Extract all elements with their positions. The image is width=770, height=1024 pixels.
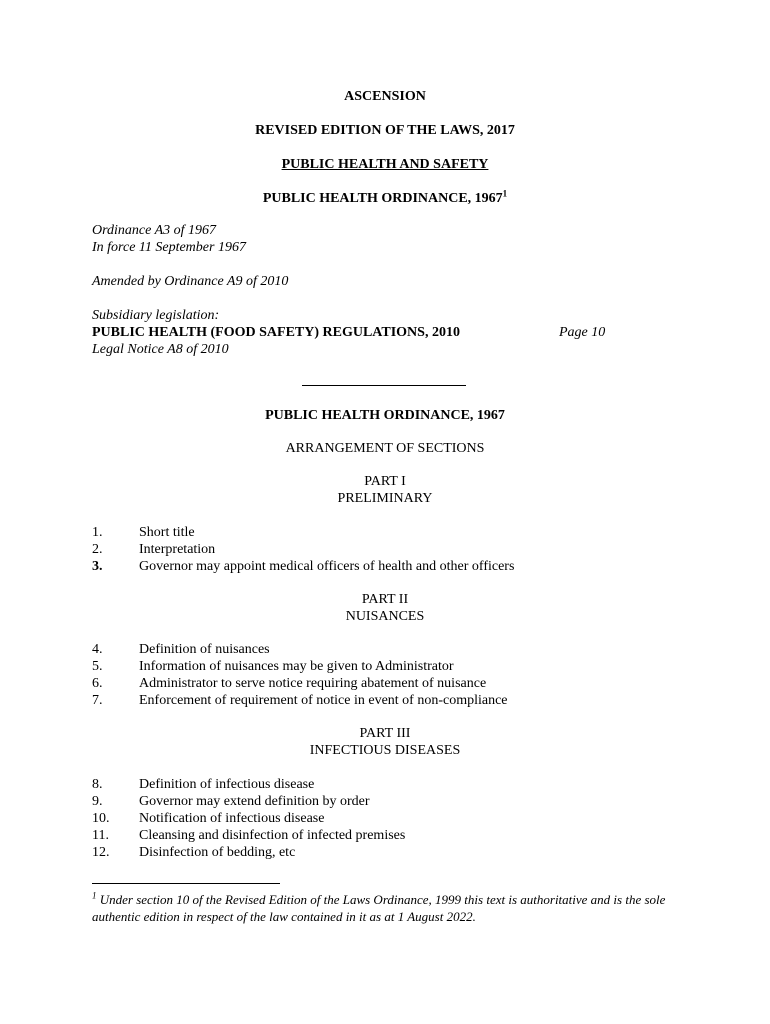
section-number: 1. — [92, 525, 103, 540]
subsidiary-label: Subsidiary legislation: — [92, 308, 220, 323]
section-title: Enforcement of requirement of notice in event of non-compliance — [139, 693, 508, 708]
section-title: Cleansing and disinfection of infected premises — [139, 828, 406, 843]
part-name: INFECTIOUS DISEASES — [309, 743, 461, 758]
footnote-text: Under section 10 of the Revised Edition of the Laws Ordinance, 1999 this text is authoritative and is the sole authentic edition in respect of the law contained in it as at 1 August 2022. — [92, 892, 666, 924]
section-number: 7. — [92, 693, 103, 708]
footnote-ref[interactable]: 1 — [502, 188, 508, 199]
section-row[interactable] — [92, 559, 692, 576]
section-number: 9. — [92, 794, 103, 809]
jurisdiction-heading: ASCENSION — [344, 89, 426, 104]
section-title: Governor may extend definition by order — [139, 794, 370, 809]
body-title: PUBLIC HEALTH ORDINANCE, 1967 — [265, 408, 505, 423]
footnote — [92, 891, 692, 925]
part-label: PART III — [359, 726, 411, 741]
part-label: PART II — [361, 592, 409, 607]
arrangement-heading: ARRANGEMENT OF SECTIONS — [285, 441, 485, 456]
section-row[interactable] — [92, 542, 692, 559]
section-row[interactable] — [92, 693, 692, 710]
part-label: PART I — [364, 474, 406, 489]
section-title: Definition of infectious disease — [139, 777, 315, 792]
edition-heading: REVISED EDITION OF THE LAWS, 2017 — [255, 123, 515, 138]
section-number: 11. — [92, 828, 109, 843]
section-row[interactable] — [92, 676, 692, 693]
section-number: 4. — [92, 642, 103, 657]
section-title: Definition of nuisances — [139, 642, 270, 657]
section-row[interactable] — [92, 525, 692, 542]
section-title: Short title — [139, 525, 195, 540]
section-row[interactable] — [92, 659, 692, 676]
section-title: Administrator to serve notice requiring abatement of nuisance — [139, 676, 487, 691]
section-row[interactable] — [92, 777, 692, 794]
section-divider — [302, 385, 466, 386]
section-number: 8. — [92, 777, 103, 792]
section-number: 6. — [92, 676, 103, 691]
footnote-marker: 1 — [92, 890, 97, 901]
subject-heading: PUBLIC HEALTH AND SAFETY — [281, 157, 489, 172]
amended-by: Amended by Ordinance A9 of 2010 — [92, 274, 289, 289]
section-number: 12. — [92, 845, 110, 860]
ordinance-heading — [0, 188, 770, 207]
section-title: Notification of infectious disease — [139, 811, 325, 826]
part-name: NUISANCES — [345, 609, 425, 624]
footnote-divider — [92, 883, 280, 884]
section-title: Governor may appoint medical officers of health and other officers — [139, 559, 515, 574]
section-title: Interpretation — [139, 542, 216, 557]
section-title: Information of nuisances may be given to Administrator — [139, 659, 454, 674]
ordinance-number: Ordinance A3 of 1967 — [92, 223, 217, 238]
section-row[interactable] — [92, 828, 692, 845]
section-number: 10. — [92, 811, 110, 826]
subsidiary-page-ref[interactable]: Page 10 — [559, 325, 606, 340]
in-force-date: In force 11 September 1967 — [92, 240, 246, 255]
section-row[interactable] — [92, 794, 692, 811]
section-row[interactable] — [92, 642, 692, 659]
ordinance-heading-text: PUBLIC HEALTH ORDINANCE, 1967 — [262, 191, 503, 206]
section-number: 2. — [92, 542, 103, 557]
part-name: PRELIMINARY — [337, 491, 433, 506]
section-number: 3. — [92, 559, 103, 574]
section-title: Disinfection of bedding, etc — [139, 845, 296, 860]
section-row[interactable] — [92, 845, 692, 862]
section-row[interactable] — [92, 811, 692, 828]
section-number: 5. — [92, 659, 103, 674]
subsidiary-title: PUBLIC HEALTH (FOOD SAFETY) REGULATIONS, 2010 — [92, 325, 460, 340]
legal-notice: Legal Notice A8 of 2010 — [92, 342, 229, 357]
